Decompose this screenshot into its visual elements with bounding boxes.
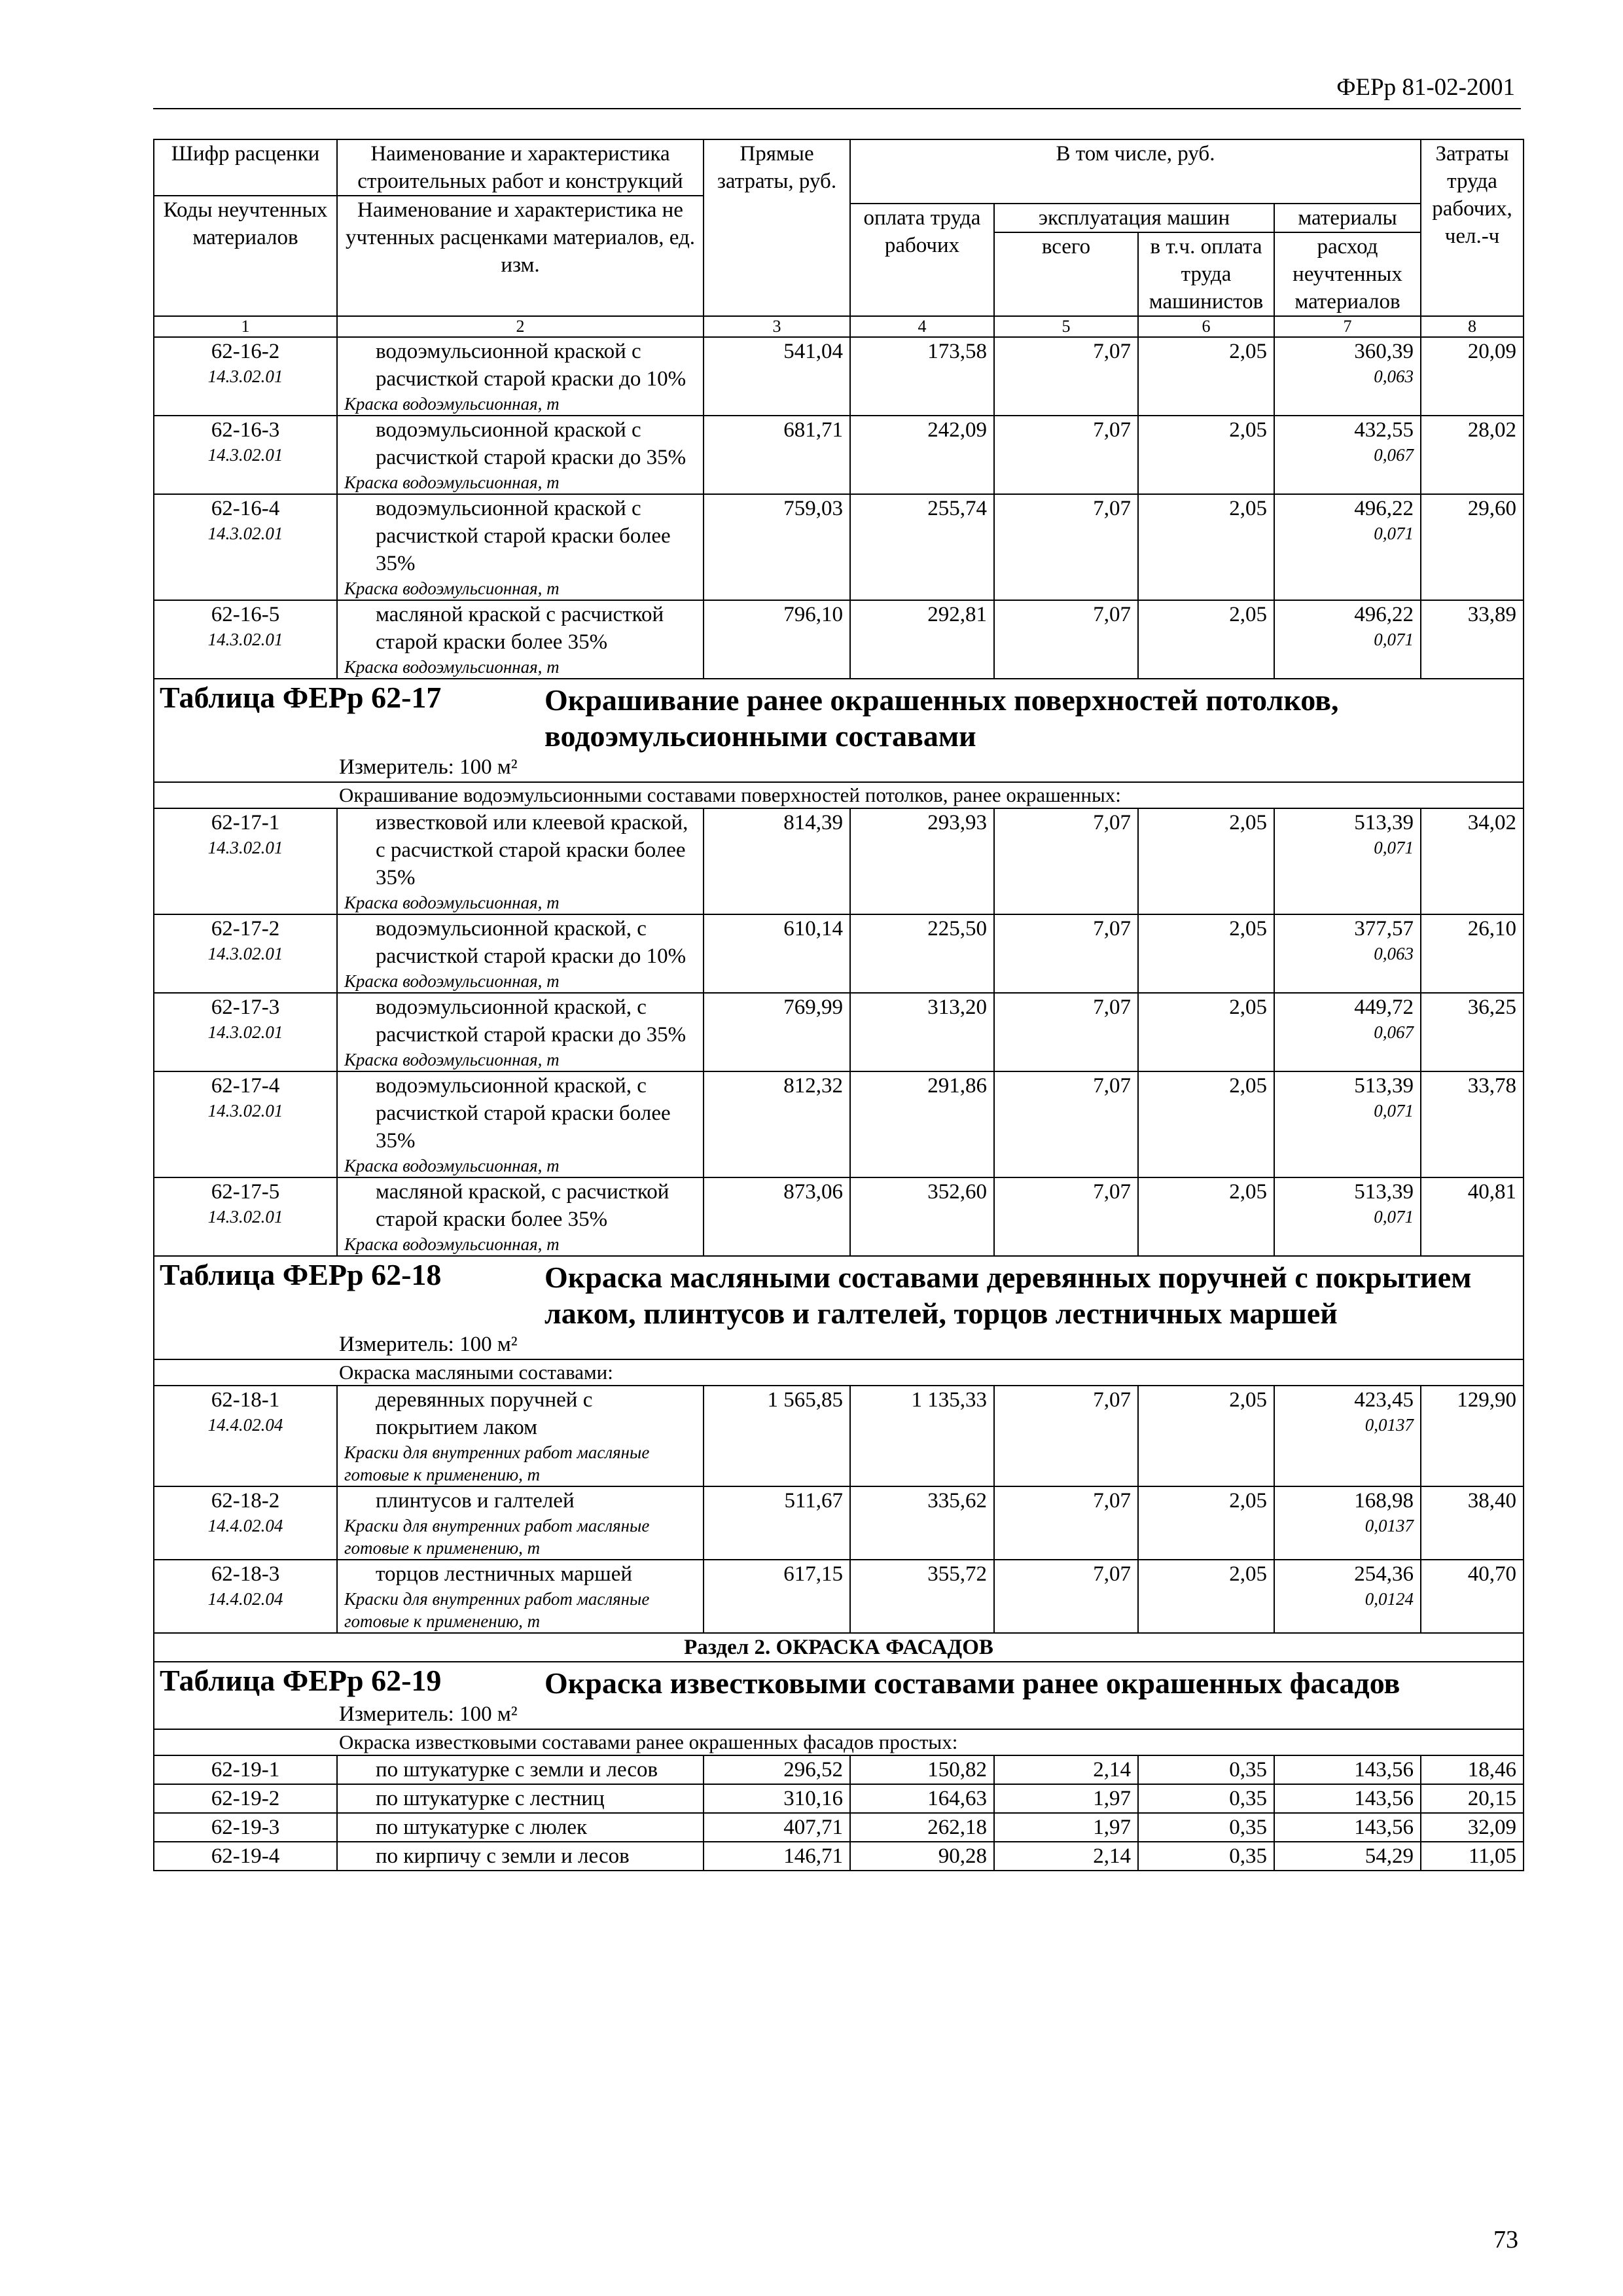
- cell-materials: [1274, 1755, 1421, 1784]
- rate-code: 62-18-1: [211, 1388, 280, 1412]
- material-code: 14.4.02.04: [207, 1516, 283, 1535]
- material-name: Краска водоэмульсионная, т: [344, 473, 560, 492]
- cell-machinists: 0,35: [1138, 1842, 1274, 1871]
- cell-direct: 296,52: [704, 1755, 850, 1784]
- work-name: масляной краской, с расчисткой старой краски более 35%: [376, 1180, 669, 1231]
- cell-machinists: 2,05: [1138, 600, 1274, 679]
- material-quantity: 0,067: [1374, 445, 1414, 465]
- cell-labor: 20,15: [1421, 1784, 1524, 1813]
- material-code: 14.3.02.01: [207, 445, 283, 465]
- materials-cost: 449,72: [1354, 996, 1414, 1019]
- header-direct: Прямые затраты, руб.: [704, 139, 850, 316]
- rate-code: 62-16-4: [211, 497, 280, 520]
- material-name: Краска водоэмульсионная, т: [344, 1050, 560, 1069]
- header-cipher: Шифр расценки: [154, 139, 337, 196]
- cell-mach: 7,07: [994, 1177, 1138, 1256]
- rate-code: 62-19-3: [211, 1816, 280, 1839]
- cell-labor-pay: 255,74: [850, 494, 994, 600]
- cell-labor: 40,81: [1421, 1177, 1524, 1256]
- cell-machinists: 2,05: [1138, 914, 1274, 993]
- cell-labor-pay: 262,18: [850, 1813, 994, 1842]
- table-name: Окрашивание ранее окрашенных поверхностей потолков, водоэмульсионными составами: [544, 683, 1339, 753]
- cell-labor: 38,40: [1421, 1486, 1524, 1560]
- materials-cost: 496,22: [1354, 497, 1414, 520]
- material-name: Краски для внутренних работ масляные готовые к применению, т: [344, 1589, 650, 1631]
- work-name: по штукатурке с земли и лесов: [376, 1758, 658, 1782]
- cell-labor-pay: 291,86: [850, 1071, 994, 1177]
- cell-labor: 33,78: [1421, 1071, 1524, 1177]
- cell-labor-pay: 164,63: [850, 1784, 994, 1813]
- header-name: Наименование и характеристика строительных работ и конструкций: [337, 139, 704, 196]
- rate-code: 62-19-1: [211, 1758, 280, 1782]
- cell-mach: 7,07: [994, 1386, 1138, 1486]
- cell-direct: 1 565,85: [704, 1386, 850, 1486]
- cell-machinists: 2,05: [1138, 1560, 1274, 1633]
- rate-code: 62-17-1: [211, 811, 280, 834]
- cell-labor-pay: 352,60: [850, 1177, 994, 1256]
- header-machinists: в т.ч. оплата труда машинистов: [1138, 232, 1274, 316]
- materials-cost: 423,45: [1354, 1388, 1414, 1412]
- material-quantity: 0,071: [1374, 1207, 1414, 1227]
- cell-direct: 610,14: [704, 914, 850, 993]
- work-name-cell: [337, 600, 704, 679]
- cell-materials: [1274, 416, 1421, 494]
- cell-materials: [1274, 993, 1421, 1071]
- cell-labor-pay: 173,58: [850, 337, 994, 416]
- work-name: по кирпичу с земли и лесов: [376, 1844, 630, 1868]
- table-note-row: [154, 1359, 1524, 1386]
- cell-labor-pay: 355,72: [850, 1560, 994, 1633]
- work-name-cell: [337, 1842, 704, 1871]
- table-row: [154, 1386, 1524, 1486]
- header-labor-pay: оплата труда рабочих: [850, 204, 994, 316]
- rate-code: 62-17-2: [211, 917, 280, 941]
- cell-materials: [1274, 1560, 1421, 1633]
- work-name-cell: [337, 993, 704, 1071]
- work-name: водоэмульсионной краской, с расчисткой старой краски до 10%: [376, 917, 687, 968]
- material-code: 14.3.02.01: [207, 838, 283, 857]
- table-row: [154, 600, 1524, 679]
- cell-direct: 511,67: [704, 1486, 850, 1560]
- cell-mach: 7,07: [994, 1486, 1138, 1560]
- cell-labor-pay: 313,20: [850, 993, 994, 1071]
- rate-code-cell: [154, 1842, 337, 1871]
- work-name: водоэмульсионной краской с расчисткой старой краски более 35%: [376, 497, 671, 575]
- material-quantity: 0,067: [1374, 1022, 1414, 1042]
- table-meter: Измеритель: 100 м²: [339, 1333, 518, 1356]
- work-name: известковой или клеевой краской, с расчисткой старой краски более 35%: [376, 811, 688, 889]
- cell-materials: [1274, 337, 1421, 416]
- work-name: масляной краской с расчисткой старой краски более 35%: [376, 603, 664, 654]
- cell-labor-pay: 335,62: [850, 1486, 994, 1560]
- cell-direct: 541,04: [704, 337, 850, 416]
- material-code: 14.3.02.01: [207, 1207, 283, 1227]
- cell-materials: [1274, 1813, 1421, 1842]
- cell-mach: 2,14: [994, 1842, 1138, 1871]
- cell-labor: 28,02: [1421, 416, 1524, 494]
- cell-materials: [1274, 914, 1421, 993]
- cell-materials: [1274, 1071, 1421, 1177]
- materials-cost: 143,56: [1354, 1758, 1414, 1782]
- table-note-cell: [154, 782, 1524, 808]
- table-name: Окраска масляными составами деревянных поручней с покрытием лаком, плинтусов и галтелей, торцов лестничных маршей: [544, 1261, 1472, 1330]
- header-name-unaccounted: Наименование и характеристика не учтенных расценками материалов, ед. изм.: [337, 196, 704, 316]
- table-title-row: [154, 1662, 1524, 1729]
- rate-code-cell: [154, 1071, 337, 1177]
- table-row: [154, 1177, 1524, 1256]
- col-number: 1: [154, 316, 337, 337]
- rate-code: 62-18-3: [211, 1562, 280, 1586]
- rate-code-cell: [154, 1755, 337, 1784]
- cell-mach: 7,07: [994, 494, 1138, 600]
- rate-code-cell: [154, 1386, 337, 1486]
- material-code: 14.3.02.01: [207, 367, 283, 386]
- cell-materials: [1274, 808, 1421, 914]
- table-title-cell: [154, 679, 1524, 782]
- header-rule: [153, 108, 1521, 109]
- rate-code-cell: [154, 1813, 337, 1842]
- col-number: 8: [1421, 316, 1524, 337]
- materials-cost: 513,39: [1354, 1074, 1414, 1098]
- material-name: Краска водоэмульсионная, т: [344, 893, 560, 912]
- cell-labor: 29,60: [1421, 494, 1524, 600]
- cell-machinists: 2,05: [1138, 416, 1274, 494]
- cell-materials: [1274, 1842, 1421, 1871]
- work-name-cell: [337, 808, 704, 914]
- cell-materials: [1274, 1386, 1421, 1486]
- materials-cost: 513,39: [1354, 811, 1414, 834]
- cell-labor-pay: 1 135,33: [850, 1386, 994, 1486]
- header-materials-sub: расход неучтенных материалов: [1274, 232, 1421, 316]
- table-title-row: [154, 679, 1524, 782]
- material-name: Краска водоэмульсионная, т: [344, 1156, 560, 1175]
- cell-labor: 34,02: [1421, 808, 1524, 914]
- table-name: Окраска известковыми составами ранее окрашенных фасадов: [544, 1666, 1400, 1700]
- table-row: [154, 808, 1524, 914]
- cell-direct: 617,15: [704, 1560, 850, 1633]
- table-row: [154, 494, 1524, 600]
- cell-materials: [1274, 600, 1421, 679]
- materials-cost: 377,57: [1354, 917, 1414, 941]
- material-quantity: 0,071: [1374, 1101, 1414, 1121]
- header-machines-total: всего: [994, 232, 1138, 316]
- cell-mach: 2,14: [994, 1755, 1138, 1784]
- rate-code-cell: [154, 494, 337, 600]
- work-name-cell: [337, 1177, 704, 1256]
- rate-code: 62-17-4: [211, 1074, 280, 1098]
- header-machines: эксплуатация машин: [994, 204, 1274, 232]
- rate-code: 62-17-3: [211, 996, 280, 1019]
- table-note: Окраска известковыми составами ранее окрашенных фасадов простых:: [339, 1731, 958, 1753]
- material-quantity: 0,071: [1374, 630, 1414, 649]
- cell-machinists: 2,05: [1138, 337, 1274, 416]
- material-name: Краски для внутренних работ масляные готовые к применению, т: [344, 1443, 650, 1484]
- material-name: Краска водоэмульсионная, т: [344, 657, 560, 677]
- material-name: Краски для внутренних работ масляные готовые к применению, т: [344, 1516, 650, 1558]
- material-quantity: 0,0124: [1364, 1589, 1414, 1609]
- section-row: [154, 1633, 1524, 1662]
- cell-mach: 7,07: [994, 993, 1138, 1071]
- cell-labor-pay: 150,82: [850, 1755, 994, 1784]
- work-name-cell: [337, 1560, 704, 1633]
- work-name: по штукатурке с люлек: [376, 1816, 588, 1839]
- section-title: Раздел 2. ОКРАСКА ФАСАДОВ: [154, 1633, 1524, 1662]
- header-labor: Затраты труда рабочих, чел.-ч: [1421, 139, 1524, 316]
- materials-cost: 143,56: [1354, 1787, 1414, 1810]
- material-quantity: 0,0137: [1364, 1415, 1414, 1435]
- rate-code-cell: [154, 1177, 337, 1256]
- cell-direct: 812,32: [704, 1071, 850, 1177]
- material-code: 14.3.02.01: [207, 630, 283, 649]
- cell-machinists: 2,05: [1138, 1486, 1274, 1560]
- material-code: 14.3.02.01: [207, 1022, 283, 1042]
- table-row: [154, 1755, 1524, 1784]
- cell-materials: [1274, 1486, 1421, 1560]
- cell-mach: 7,07: [994, 337, 1138, 416]
- material-name: Краска водоэмульсионная, т: [344, 1234, 560, 1254]
- rate-code-cell: [154, 808, 337, 914]
- material-quantity: 0,071: [1374, 524, 1414, 543]
- material-quantity: 0,071: [1374, 838, 1414, 857]
- cell-materials: [1274, 494, 1421, 600]
- work-name: водоэмульсионной краской с расчисткой старой краски до 35%: [376, 418, 687, 469]
- table-note: Окраска масляными составами:: [339, 1361, 613, 1384]
- price-table: [153, 139, 1524, 1871]
- cell-machinists: 2,05: [1138, 993, 1274, 1071]
- cell-labor-pay: 90,28: [850, 1842, 994, 1871]
- work-name-cell: [337, 1813, 704, 1842]
- material-code: 14.3.02.01: [207, 944, 283, 963]
- material-code: 14.4.02.04: [207, 1415, 283, 1435]
- table-row: [154, 1560, 1524, 1633]
- material-quantity: 0,063: [1374, 367, 1414, 386]
- work-name-cell: [337, 1071, 704, 1177]
- cell-machinists: 0,35: [1138, 1813, 1274, 1842]
- col-number: 3: [704, 316, 850, 337]
- table-title-cell: [154, 1662, 1524, 1729]
- cell-machinists: 2,05: [1138, 1386, 1274, 1486]
- rate-code: 62-17-5: [211, 1180, 280, 1204]
- table-row: [154, 416, 1524, 494]
- cell-mach: 1,97: [994, 1784, 1138, 1813]
- table-row: [154, 1071, 1524, 1177]
- material-quantity: 0,063: [1374, 944, 1414, 963]
- cell-direct: 407,71: [704, 1813, 850, 1842]
- materials-cost: 432,55: [1354, 418, 1414, 442]
- cell-labor: 36,25: [1421, 993, 1524, 1071]
- table-note-cell: [154, 1729, 1524, 1755]
- materials-cost: 496,22: [1354, 603, 1414, 626]
- work-name-cell: [337, 416, 704, 494]
- materials-cost: 54,29: [1364, 1844, 1414, 1868]
- table-title-row: [154, 1256, 1524, 1359]
- cell-machinists: 0,35: [1138, 1755, 1274, 1784]
- cell-mach: 7,07: [994, 914, 1138, 993]
- rate-code: 62-19-2: [211, 1787, 280, 1810]
- rate-code-cell: [154, 1560, 337, 1633]
- work-name: водоэмульсионной краской, с расчисткой старой краски до 35%: [376, 996, 687, 1047]
- rate-code: 62-16-3: [211, 418, 280, 442]
- table-label: Таблица ФЕРр 62-17: [160, 681, 442, 714]
- cell-labor: 33,89: [1421, 600, 1524, 679]
- table-row: [154, 993, 1524, 1071]
- material-name: Краска водоэмульсионная, т: [344, 394, 560, 414]
- table-row: [154, 1813, 1524, 1842]
- cell-direct: 146,71: [704, 1842, 850, 1871]
- col-number: 5: [994, 316, 1138, 337]
- table-meter: Измеритель: 100 м²: [339, 755, 518, 779]
- materials-cost: 513,39: [1354, 1180, 1414, 1204]
- table-row: [154, 337, 1524, 416]
- cell-labor: 26,10: [1421, 914, 1524, 993]
- cell-labor: 18,46: [1421, 1755, 1524, 1784]
- material-name: Краска водоэмульсионная, т: [344, 579, 560, 598]
- work-name-cell: [337, 494, 704, 600]
- cell-direct: 681,71: [704, 416, 850, 494]
- rate-code: 62-16-5: [211, 603, 280, 626]
- material-code: 14.3.02.01: [207, 524, 283, 543]
- header-materials: материалы: [1274, 204, 1421, 232]
- rate-code: 62-16-2: [211, 340, 280, 363]
- cell-direct: 814,39: [704, 808, 850, 914]
- rate-code-cell: [154, 1486, 337, 1560]
- cell-machinists: 2,05: [1138, 1177, 1274, 1256]
- work-name: водоэмульсионной краской, с расчисткой старой краски более 35%: [376, 1074, 671, 1153]
- work-name-cell: [337, 1755, 704, 1784]
- cell-labor-pay: 293,93: [850, 808, 994, 914]
- table-label: Таблица ФЕРр 62-18: [160, 1258, 442, 1291]
- rate-code-cell: [154, 914, 337, 993]
- cell-mach: 7,07: [994, 808, 1138, 914]
- work-name-cell: [337, 1784, 704, 1813]
- work-name-cell: [337, 1386, 704, 1486]
- cell-labor-pay: 292,81: [850, 600, 994, 679]
- table-row: [154, 1784, 1524, 1813]
- work-name: по штукатурке с лестниц: [376, 1787, 605, 1810]
- work-name-cell: [337, 914, 704, 993]
- work-name-cell: [337, 337, 704, 416]
- table-row: [154, 1842, 1524, 1871]
- rate-code-cell: [154, 1784, 337, 1813]
- work-name: торцов лестничных маршей: [376, 1562, 633, 1586]
- col-number: 6: [1138, 316, 1274, 337]
- header-codes: Коды неучтенных материалов: [154, 196, 337, 316]
- cell-labor: 32,09: [1421, 1813, 1524, 1842]
- table-note-row: [154, 1729, 1524, 1755]
- cell-materials: [1274, 1784, 1421, 1813]
- cell-direct: 796,10: [704, 600, 850, 679]
- material-name: Краска водоэмульсионная, т: [344, 971, 560, 991]
- cell-mach: 7,07: [994, 1560, 1138, 1633]
- cell-labor: 20,09: [1421, 337, 1524, 416]
- rate-code-cell: [154, 600, 337, 679]
- materials-cost: 168,98: [1354, 1489, 1414, 1513]
- cell-direct: 310,16: [704, 1784, 850, 1813]
- cell-materials: [1274, 1177, 1421, 1256]
- cell-machinists: 2,05: [1138, 494, 1274, 600]
- cell-mach: 7,07: [994, 600, 1138, 679]
- work-name-cell: [337, 1486, 704, 1560]
- work-name: водоэмульсионной краской с расчисткой старой краски до 10%: [376, 340, 687, 391]
- work-name: деревянных поручней с покрытием лаком: [376, 1388, 593, 1439]
- col-number: 4: [850, 316, 994, 337]
- header-including: В том числе, руб.: [850, 139, 1421, 204]
- table-title-cell: [154, 1256, 1524, 1359]
- cell-mach: 1,97: [994, 1813, 1138, 1842]
- material-code: 14.3.02.01: [207, 1101, 283, 1121]
- cell-machinists: 2,05: [1138, 1071, 1274, 1177]
- table-note-cell: [154, 1359, 1524, 1386]
- rate-code-cell: [154, 416, 337, 494]
- materials-cost: 254,36: [1354, 1562, 1414, 1586]
- cell-mach: 7,07: [994, 416, 1138, 494]
- table-note: Окрашивание водоэмульсионными составами поверхностей потолков, ранее окрашенных:: [339, 783, 1121, 806]
- cell-labor: 11,05: [1421, 1842, 1524, 1871]
- table-label: Таблица ФЕРр 62-19: [160, 1664, 442, 1697]
- work-name: плинтусов и галтелей: [376, 1489, 575, 1513]
- material-code: 14.4.02.04: [207, 1589, 283, 1609]
- cell-mach: 7,07: [994, 1071, 1138, 1177]
- cell-direct: 873,06: [704, 1177, 850, 1256]
- cell-direct: 759,03: [704, 494, 850, 600]
- document-code: ФЕРр 81-02-2001: [1336, 74, 1515, 101]
- rate-code-cell: [154, 993, 337, 1071]
- cell-labor: 129,90: [1421, 1386, 1524, 1486]
- table-row: [154, 1486, 1524, 1560]
- rate-code: 62-18-2: [211, 1489, 280, 1513]
- page-number: 73: [1493, 2226, 1518, 2253]
- cell-labor: 40,70: [1421, 1560, 1524, 1633]
- cell-labor-pay: 242,09: [850, 416, 994, 494]
- rate-code-cell: [154, 337, 337, 416]
- cell-direct: 769,99: [704, 993, 850, 1071]
- table-meter: Измеритель: 100 м²: [339, 1702, 518, 1726]
- table-note-row: [154, 782, 1524, 808]
- table-row: [154, 914, 1524, 993]
- col-number: 2: [337, 316, 704, 337]
- rate-code: 62-19-4: [211, 1844, 280, 1868]
- materials-cost: 360,39: [1354, 340, 1414, 363]
- material-quantity: 0,0137: [1364, 1516, 1414, 1535]
- cell-machinists: 0,35: [1138, 1784, 1274, 1813]
- cell-machinists: 2,05: [1138, 808, 1274, 914]
- col-number: 7: [1274, 316, 1421, 337]
- materials-cost: 143,56: [1354, 1816, 1414, 1839]
- cell-labor-pay: 225,50: [850, 914, 994, 993]
